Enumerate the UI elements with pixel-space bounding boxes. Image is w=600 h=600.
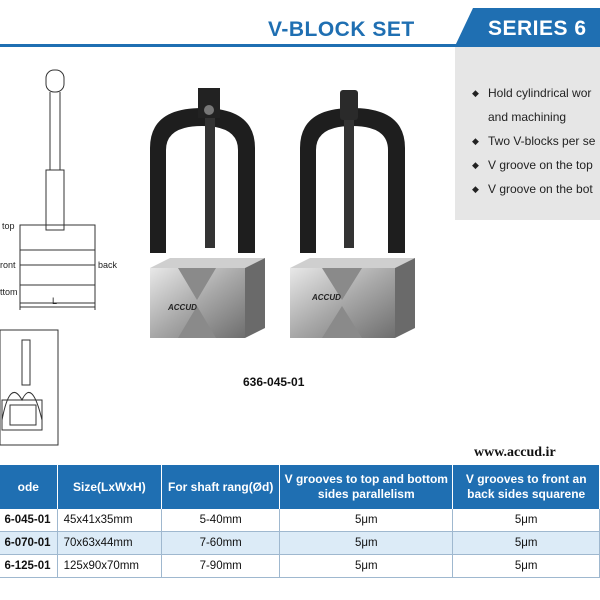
series-label: SERIES 6 (488, 17, 587, 40)
feature-item: ◆ V groove on the top (472, 158, 593, 172)
website-url: www.accud.ir (474, 445, 556, 460)
cell-size: 125x90x70mm (57, 555, 162, 578)
feature-list (472, 84, 595, 204)
feature-item: ◆ V groove on the bot (472, 182, 593, 196)
table-row (0, 532, 600, 555)
technical-drawing (0, 60, 140, 460)
col-code: ode (0, 465, 57, 509)
table-header-row (0, 465, 600, 509)
product-photo (140, 88, 430, 343)
diamond-bullet-icon: ◆ (472, 160, 479, 170)
feature-item: ◆ Hold cylindrical wor (472, 86, 592, 100)
table-row (0, 509, 600, 532)
cell-size: 70x63x44mm (57, 532, 162, 555)
photo-caption: 636-045-01 (243, 375, 305, 389)
cell-parallelism: 5μm (280, 532, 453, 555)
label-bottom: ttom (0, 287, 18, 297)
cell-shaft-range: 7-60mm (162, 532, 280, 555)
feature-item: ◆ Two V-blocks per se (472, 134, 596, 148)
spec-table (0, 465, 600, 578)
label-back: back (98, 260, 118, 270)
cell-squareness: 5μm (453, 532, 600, 555)
diamond-bullet-icon: ◆ (472, 184, 479, 194)
page-title: V-BLOCK SET (268, 18, 415, 41)
cell-code: 6-045-01 (0, 509, 57, 532)
cell-parallelism: 5μm (280, 509, 453, 532)
col-shaft-range: For shaft rang(Ød) (162, 465, 280, 509)
col-top-bottom-parallelism: V grooves to top and bottom sides parallelism (280, 465, 453, 509)
diamond-bullet-icon: ◆ (472, 88, 479, 98)
col-size: Size(LxWxH) (57, 465, 162, 509)
cell-size: 45x41x35mm (57, 509, 162, 532)
label-length: L (52, 296, 58, 306)
cell-squareness: 5μm (453, 509, 600, 532)
label-front: ront (0, 260, 16, 270)
cell-code: 6-125-01 (0, 555, 57, 578)
cell-shaft-range: 7-90mm (162, 555, 280, 578)
cell-parallelism: 5μm (280, 555, 453, 578)
cell-shaft-range: 5-40mm (162, 509, 280, 532)
brand-logo-right: ACCUD (312, 293, 341, 302)
col-front-back-squareness: V grooves to front an back sides squarene (453, 465, 600, 509)
feature-item-continued: and machining (488, 110, 567, 124)
diamond-bullet-icon: ◆ (472, 136, 479, 146)
cell-squareness: 5μm (453, 555, 600, 578)
brand-logo-left: ACCUD (168, 303, 197, 312)
cell-code: 6-070-01 (0, 532, 57, 555)
table-row (0, 555, 600, 578)
label-top: top (2, 221, 15, 231)
